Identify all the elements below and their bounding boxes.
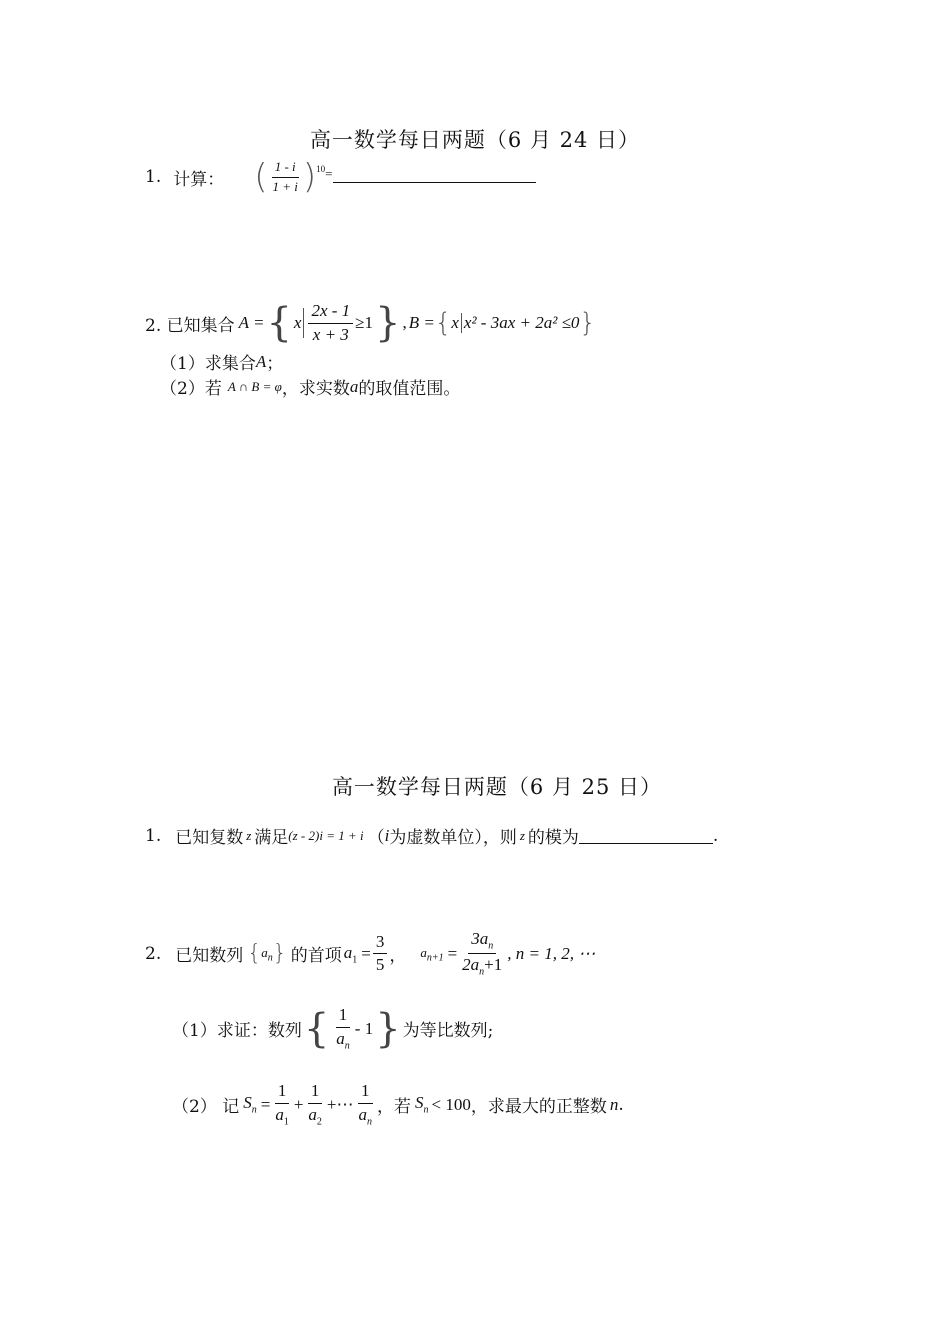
rec-eq: = xyxy=(447,943,458,963)
fraction-numerator: 1 - i xyxy=(272,160,299,177)
term-denominator: $a_n$ xyxy=(358,1104,373,1128)
part2-text: （2）若 xyxy=(160,379,222,399)
q1-text-5: 的模为 xyxy=(527,828,579,848)
day2-q2-part2 xyxy=(172,1082,624,1127)
rec-numerator: $3a_n$ xyxy=(468,930,496,954)
setB-condition: x² - 3ax + 2a² ≤0 xyxy=(463,313,580,333)
set-bar xyxy=(461,313,462,333)
a1-fraction xyxy=(373,933,388,975)
q1-end: . xyxy=(712,825,719,846)
day1-q1 xyxy=(145,157,536,197)
p1-lead: （1）求证：数列 xyxy=(172,1021,302,1042)
q1-equation: (z - 2)i = 1 + i xyxy=(288,827,364,843)
setB-lhs: B = xyxy=(408,313,435,333)
setA-denominator: x + 3 xyxy=(312,324,349,344)
p1-right-brace: } xyxy=(375,1005,401,1052)
day1-title: 高一数学每日两题（6 月 24 日） xyxy=(309,128,641,152)
p1-left-brace: { xyxy=(303,1005,330,1052)
exponent: 10 xyxy=(316,164,326,174)
day2-q1 xyxy=(145,823,718,848)
equals: = xyxy=(325,166,333,181)
p2-dot: . xyxy=(618,1094,624,1115)
p1-fraction xyxy=(333,1006,353,1051)
day1-q2-statement xyxy=(145,300,596,347)
a1-numerator: 3 xyxy=(373,933,388,955)
day2-title: 高一数学每日两题（6 月 25 日） xyxy=(331,775,663,799)
p2-end: ，求最大的正整数 xyxy=(470,1097,607,1118)
a1-term: $a_1$ xyxy=(343,942,358,966)
setA-var: x xyxy=(293,313,302,333)
p2-term-n xyxy=(356,1082,376,1127)
day1-q1-label: 计算： xyxy=(173,169,225,190)
setB-left-brace: { xyxy=(434,308,452,339)
term-numerator: 1 xyxy=(275,1082,290,1104)
p1-minus: - 1 xyxy=(354,1018,374,1038)
p1-end: 为等比数列; xyxy=(402,1021,494,1042)
left-paren: ( xyxy=(254,157,268,197)
q1-text-4: 为虚数单位），则 xyxy=(389,828,517,848)
answer-blank[interactable] xyxy=(579,827,713,844)
part1-text: （1）求集合 xyxy=(160,354,256,374)
p2-dots: +⋯ xyxy=(326,1094,354,1114)
q1-text-3: （ xyxy=(367,828,385,848)
part2-expr: A ∩ B = φ xyxy=(227,378,282,394)
day1-q2-part1 xyxy=(160,349,283,374)
day2-q2-number: 2. xyxy=(145,943,162,964)
day2-q2-statement xyxy=(145,930,595,978)
p2-plus: + xyxy=(293,1094,304,1114)
term-denominator: $a_2$ xyxy=(308,1104,322,1128)
setA-lhs: A = xyxy=(238,313,265,333)
set-bar xyxy=(303,308,304,338)
rec-tail: , n = 1, 2, ⋯ xyxy=(507,943,596,963)
q1-var-z: z xyxy=(246,827,252,843)
q1-text-1: 已知复数 xyxy=(175,828,244,848)
rec-denominator: $2a_n+1$ xyxy=(462,955,503,978)
setB-right-brace: } xyxy=(579,308,596,339)
p2-S: $S_n$ xyxy=(243,1093,257,1116)
setA-numerator: 2x - 1 xyxy=(308,302,353,324)
setB-var: x xyxy=(451,313,459,333)
a1-eq: = xyxy=(361,943,371,963)
term-denominator: $a_1$ xyxy=(275,1104,289,1128)
p2-cond-S: $S_n$ xyxy=(415,1093,429,1116)
p1-numerator: 1 xyxy=(336,1006,351,1028)
answer-blank[interactable] xyxy=(333,166,536,183)
term-numerator: 1 xyxy=(358,1082,373,1104)
day1-q1-number: 1. xyxy=(145,167,162,187)
term-numerator: 1 xyxy=(308,1082,323,1104)
q2-text-2: 的首项 xyxy=(290,946,342,967)
right-brace: } xyxy=(375,300,401,347)
q1-var-z2: z xyxy=(519,827,525,843)
rec-lhs: $a_{n+1}$ xyxy=(420,944,444,964)
right-paren: ) xyxy=(302,157,317,197)
day2-q1-number: 1. xyxy=(145,825,162,846)
set-separator: , xyxy=(402,313,407,333)
p2-var-n: n xyxy=(609,1094,619,1114)
part1-var: A xyxy=(255,351,267,371)
part2-end: 的取值范围。 xyxy=(358,379,461,399)
comma: ， xyxy=(389,946,407,967)
p1-denominator: $a_n$ xyxy=(336,1028,350,1052)
left-brace: { xyxy=(266,300,292,347)
p2-term-1 xyxy=(272,1082,292,1127)
p2-cond: < 100 xyxy=(431,1094,471,1114)
p2-eq: = xyxy=(260,1094,271,1114)
part2-var: a xyxy=(349,376,359,396)
p2-lead: （2） 记 xyxy=(172,1097,240,1118)
rec-fraction xyxy=(459,930,505,978)
p2-mid: ，若 xyxy=(377,1097,412,1118)
day2-q2-part1 xyxy=(172,1006,493,1051)
q1-var-i: i xyxy=(384,825,390,845)
p2-term-2 xyxy=(305,1082,325,1127)
part1-end: ； xyxy=(266,354,284,374)
seq-right-brace: } xyxy=(272,940,287,966)
setA-condition: ≥1 xyxy=(355,313,373,333)
q1-text-2: 满足 xyxy=(254,828,289,848)
part2-mid: ，求实数 xyxy=(281,379,350,399)
fraction-denominator: 1 + i xyxy=(272,178,298,194)
day1-q2-prefix: 2. 已知集合 xyxy=(145,315,235,336)
day1-q2-part2 xyxy=(160,374,460,399)
q2-text-1: 已知数列 xyxy=(175,946,244,967)
day1-q1-fraction xyxy=(270,160,301,194)
setA-fraction xyxy=(308,302,353,344)
a1-denominator: 5 xyxy=(375,955,385,975)
seq-left-brace: { xyxy=(247,940,262,966)
seq-a: $a_n$ xyxy=(261,944,273,964)
